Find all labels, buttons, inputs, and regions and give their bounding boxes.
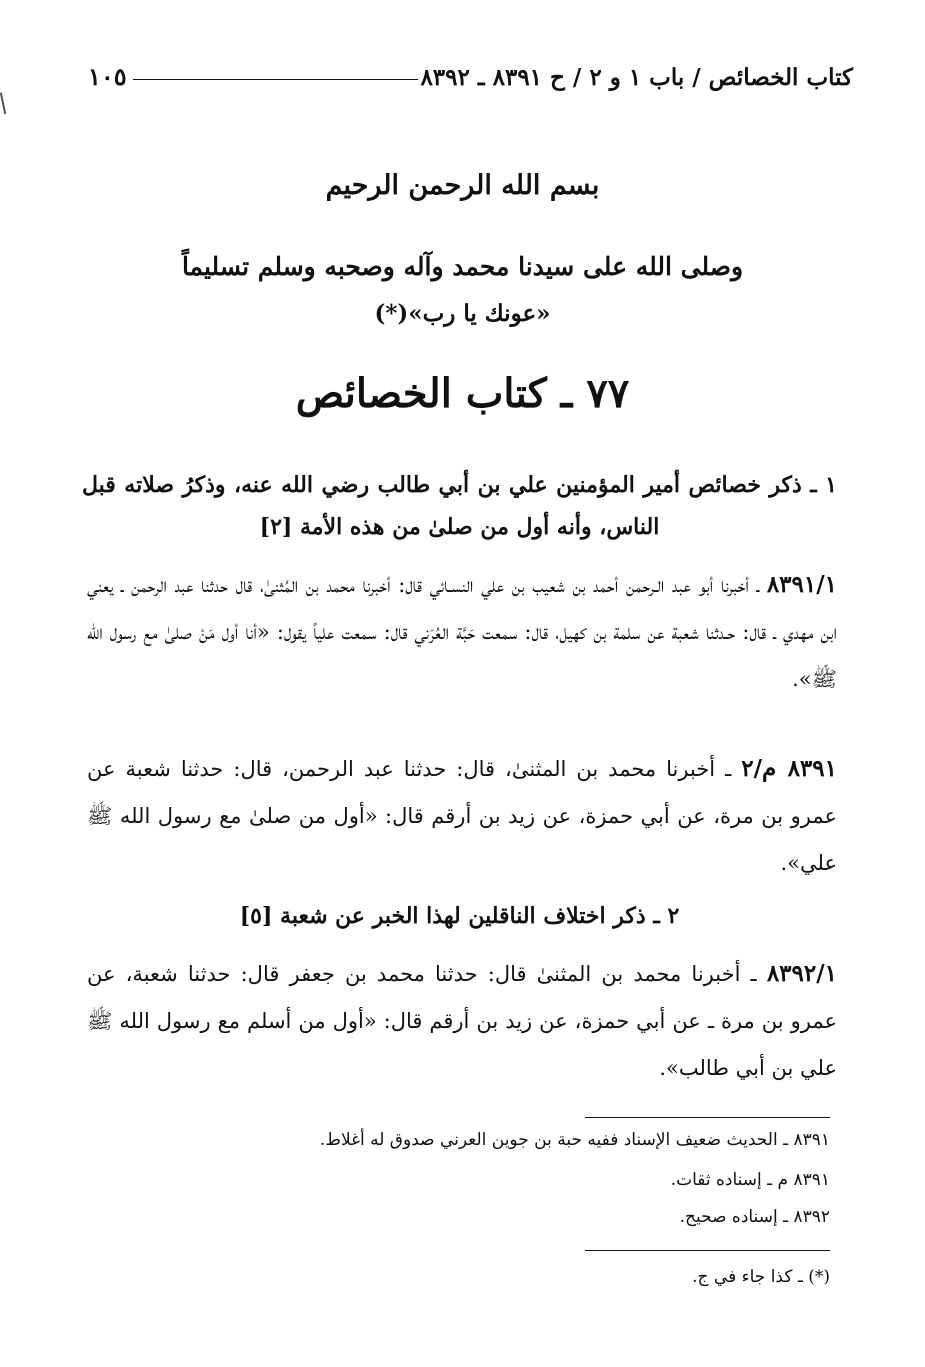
hadith-paragraph-2 <box>87 745 837 887</box>
hadith-text: ـ أخبرنا محمد بن المثنىٰ، قال: حدثنا عبد الرحمن، قال: حدثنا شعبة عن عمرو بن مرة، عن أبي حمزة، عن زيد بن أرقم قال: «أول من صلىٰ مع رسول الله ﷺ علي». <box>87 757 838 875</box>
footnote-rule <box>585 1117 830 1118</box>
footnote-rule <box>585 1250 830 1251</box>
hadith-text: ـ أخبرنا أبو عبد الـرحمن أحمد بن شعيب بن علي النسـائي قال: أخبرنا محمد بن المُثنىٰ، قال حدثنا عبد الرحمن ـ يعني ابن مهدي ـ قال: حـدثنا شعبة عن سلمة بن كهيل، قال: سمعت حَبَّة العُرَني قال: سمعت علياً يقول: «أنا أول مَنْ صلىٰ مع رسول الله ﷺ». <box>87 573 837 691</box>
footnote-1: ٨٣٩١ ـ الحديث ضعيف الإسناد ففيه حبة بن جوين العرني صدوق له أغلاط. <box>319 1130 830 1150</box>
chapter-heading-1: ١ ـ ذكر خصائص أمير المؤمنين علي بن أبي طالب رضي الله عنه، وذكرُ صلاته قبل الناس، وأنه أول من صلىٰ من هذه الأمة [٢] <box>82 472 837 540</box>
page-number: ١٠٥ <box>88 62 127 91</box>
running-header-title: كتاب الخصائص / باب ١ و ٢ / ح ٨٣٩١ ـ ٨٣٩٢ <box>420 64 853 91</box>
hadith-number: ٨٣٩٢/١ <box>766 960 837 987</box>
hadith-paragraph-3 <box>87 950 837 1092</box>
basmala: بسم الله الرحمن الرحيم <box>325 170 600 201</box>
chapter-heading-2: ٢ ـ ذكر اختلاف الناقلين لهذا الخبر عن شعبة [٥] <box>239 903 680 929</box>
footnote-3: ٨٣٩٢ ـ إسناده صحيح. <box>679 1207 830 1227</box>
hadith-number: ٨٣٩١ م/٢ <box>741 755 837 782</box>
scan-edge-mark <box>0 92 9 115</box>
book-title: ٧٧ ـ كتاب الخصائص <box>295 370 630 417</box>
salat-line: وصلى الله على سيدنا محمد وآله وصحبه وسلم تسليماً <box>181 252 744 281</box>
awnuk-line: «عونك يا رب»(*) <box>374 300 551 327</box>
hadith-number: ٨٣٩١/١ <box>766 571 837 598</box>
footnote-2: ٨٣٩١ م ـ إسناده ثقات. <box>670 1170 830 1190</box>
header-rule <box>133 79 418 80</box>
hadith-paragraph-1 <box>87 561 837 703</box>
hadith-text: ـ أخبرنا محمد بن المثنىٰ قال: حدثنا محمد بن جعفر قال: حدثنا شعبة، عن عمرو بن مرة ـ عن أبي حمزة، عن زيد بن أرقم قال: «أول من أسلم مع رسول الله ﷺ علي بن أبي طالب». <box>87 962 837 1080</box>
editor-note: (*) ـ كذا جاء في ج. <box>692 1267 830 1287</box>
